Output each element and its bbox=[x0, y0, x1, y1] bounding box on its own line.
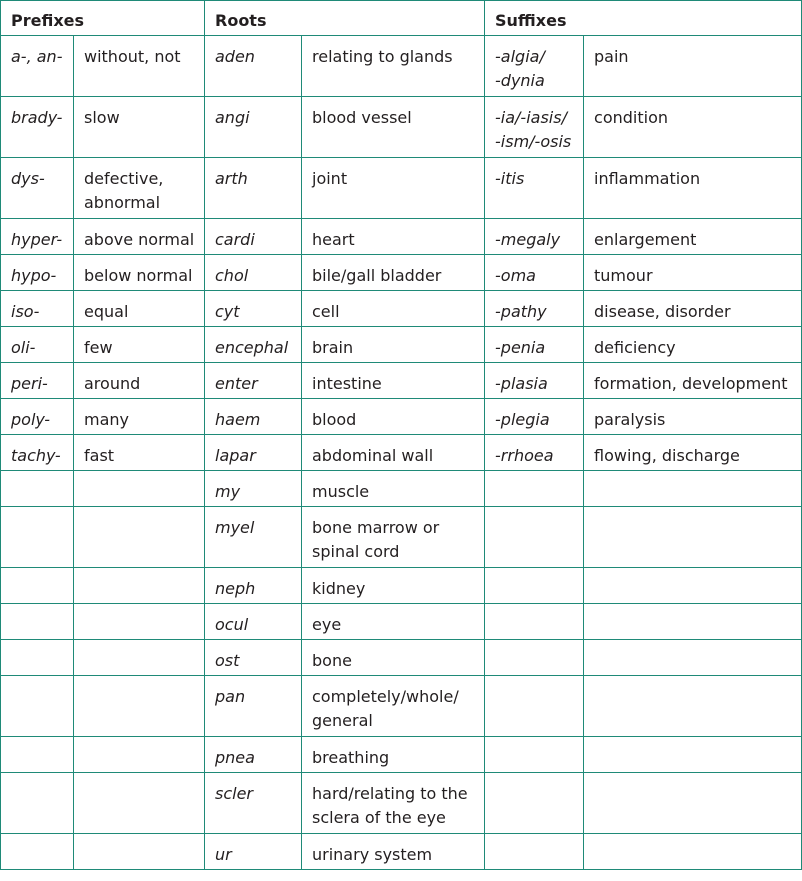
prefix-term: brady- bbox=[1, 97, 74, 158]
root-term: scler bbox=[205, 773, 302, 834]
prefix-meaning: below normal bbox=[74, 255, 205, 291]
root-meaning: bone bbox=[302, 640, 485, 676]
suffix-term bbox=[485, 834, 584, 870]
prefix-term bbox=[1, 507, 74, 568]
prefix-term bbox=[1, 640, 74, 676]
prefix-term: tachy- bbox=[1, 435, 74, 471]
suffix-meaning: paralysis bbox=[584, 399, 802, 435]
table-body bbox=[1, 36, 802, 870]
root-meaning: cell bbox=[302, 291, 485, 327]
suffix-term: -megaly bbox=[485, 219, 584, 255]
suffix-term bbox=[485, 507, 584, 568]
root-term: my bbox=[205, 471, 302, 507]
table-row bbox=[1, 363, 802, 399]
prefix-meaning: equal bbox=[74, 291, 205, 327]
prefix-meaning: without, not bbox=[74, 36, 205, 97]
suffix-term: -oma bbox=[485, 255, 584, 291]
prefix-meaning: few bbox=[74, 327, 205, 363]
prefix-meaning: many bbox=[74, 399, 205, 435]
prefix-term bbox=[1, 471, 74, 507]
suffix-meaning bbox=[584, 737, 802, 773]
prefix-term: dys- bbox=[1, 158, 74, 219]
prefixes-header: Prefixes bbox=[1, 1, 205, 36]
root-term: neph bbox=[205, 568, 302, 604]
table-row bbox=[1, 604, 802, 640]
root-term: pnea bbox=[205, 737, 302, 773]
suffix-meaning bbox=[584, 604, 802, 640]
prefix-meaning: around bbox=[74, 363, 205, 399]
suffix-meaning bbox=[584, 568, 802, 604]
suffix-term bbox=[485, 773, 584, 834]
suffix-term bbox=[485, 471, 584, 507]
suffix-term bbox=[485, 640, 584, 676]
root-meaning: blood bbox=[302, 399, 485, 435]
prefix-term: iso- bbox=[1, 291, 74, 327]
root-meaning: hard/relating to the sclera of the eye bbox=[302, 773, 485, 834]
root-term: ur bbox=[205, 834, 302, 870]
root-term: enter bbox=[205, 363, 302, 399]
table-row bbox=[1, 507, 802, 568]
suffix-meaning bbox=[584, 471, 802, 507]
prefix-term bbox=[1, 676, 74, 737]
suffix-meaning bbox=[584, 676, 802, 737]
root-meaning: heart bbox=[302, 219, 485, 255]
root-meaning: bone marrow or spinal cord bbox=[302, 507, 485, 568]
prefix-meaning: defective, abnormal bbox=[74, 158, 205, 219]
prefix-meaning bbox=[74, 604, 205, 640]
suffix-term: -plegia bbox=[485, 399, 584, 435]
prefix-meaning bbox=[74, 834, 205, 870]
suffix-meaning bbox=[584, 507, 802, 568]
table-row bbox=[1, 737, 802, 773]
suffix-term: -plasia bbox=[485, 363, 584, 399]
prefix-term bbox=[1, 834, 74, 870]
root-term: myel bbox=[205, 507, 302, 568]
root-meaning: kidney bbox=[302, 568, 485, 604]
roots-header: Roots bbox=[205, 1, 485, 36]
suffix-meaning bbox=[584, 834, 802, 870]
prefix-meaning bbox=[74, 507, 205, 568]
root-meaning: eye bbox=[302, 604, 485, 640]
prefix-term bbox=[1, 737, 74, 773]
root-meaning: intestine bbox=[302, 363, 485, 399]
root-term: cardi bbox=[205, 219, 302, 255]
root-term: arth bbox=[205, 158, 302, 219]
prefix-term: hypo- bbox=[1, 255, 74, 291]
suffix-term bbox=[485, 604, 584, 640]
prefix-term: poly- bbox=[1, 399, 74, 435]
root-term: ocul bbox=[205, 604, 302, 640]
root-meaning: urinary system bbox=[302, 834, 485, 870]
prefix-meaning: slow bbox=[74, 97, 205, 158]
prefix-meaning bbox=[74, 471, 205, 507]
table-row bbox=[1, 219, 802, 255]
root-term: ost bbox=[205, 640, 302, 676]
root-term: angi bbox=[205, 97, 302, 158]
suffix-term: -pathy bbox=[485, 291, 584, 327]
suffix-term bbox=[485, 568, 584, 604]
prefix-term bbox=[1, 568, 74, 604]
table-row bbox=[1, 327, 802, 363]
header-row bbox=[1, 1, 802, 36]
root-meaning: muscle bbox=[302, 471, 485, 507]
prefix-meaning bbox=[74, 568, 205, 604]
suffix-meaning: disease, disorder bbox=[584, 291, 802, 327]
root-meaning: brain bbox=[302, 327, 485, 363]
suffix-term: -ia/-iasis/ -ism/-osis bbox=[485, 97, 584, 158]
suffix-meaning: inflammation bbox=[584, 158, 802, 219]
root-term: chol bbox=[205, 255, 302, 291]
table-row bbox=[1, 36, 802, 97]
root-term: pan bbox=[205, 676, 302, 737]
root-meaning: joint bbox=[302, 158, 485, 219]
prefix-term: hyper- bbox=[1, 219, 74, 255]
table-row bbox=[1, 97, 802, 158]
prefix-meaning: fast bbox=[74, 435, 205, 471]
prefix-meaning bbox=[74, 640, 205, 676]
suffix-meaning: formation, development bbox=[584, 363, 802, 399]
root-term: haem bbox=[205, 399, 302, 435]
prefix-term bbox=[1, 604, 74, 640]
suffix-term bbox=[485, 737, 584, 773]
prefix-term: peri- bbox=[1, 363, 74, 399]
prefix-meaning bbox=[74, 773, 205, 834]
prefix-meaning: above normal bbox=[74, 219, 205, 255]
suffix-term bbox=[485, 676, 584, 737]
table-row bbox=[1, 435, 802, 471]
suffix-term: -rrhoea bbox=[485, 435, 584, 471]
suffixes-header: Suffixes bbox=[485, 1, 802, 36]
suffix-meaning: pain bbox=[584, 36, 802, 97]
table-row bbox=[1, 399, 802, 435]
table-row bbox=[1, 471, 802, 507]
suffix-meaning: tumour bbox=[584, 255, 802, 291]
suffix-term: -itis bbox=[485, 158, 584, 219]
suffix-term: -penia bbox=[485, 327, 584, 363]
table-row bbox=[1, 255, 802, 291]
table-row bbox=[1, 568, 802, 604]
suffix-meaning: condition bbox=[584, 97, 802, 158]
table-row bbox=[1, 291, 802, 327]
root-meaning: bile/gall bladder bbox=[302, 255, 485, 291]
root-meaning: blood vessel bbox=[302, 97, 485, 158]
suffix-meaning: enlargement bbox=[584, 219, 802, 255]
prefix-meaning bbox=[74, 737, 205, 773]
suffix-term: -algia/ -dynia bbox=[485, 36, 584, 97]
suffix-meaning: deficiency bbox=[584, 327, 802, 363]
root-meaning: abdominal wall bbox=[302, 435, 485, 471]
root-term: encephal bbox=[205, 327, 302, 363]
prefix-term: oli- bbox=[1, 327, 74, 363]
suffix-meaning bbox=[584, 773, 802, 834]
root-meaning: completely/whole/ general bbox=[302, 676, 485, 737]
table-row bbox=[1, 158, 802, 219]
prefix-meaning bbox=[74, 676, 205, 737]
root-meaning: breathing bbox=[302, 737, 485, 773]
prefix-term bbox=[1, 773, 74, 834]
root-term: aden bbox=[205, 36, 302, 97]
suffix-meaning bbox=[584, 640, 802, 676]
root-term: lapar bbox=[205, 435, 302, 471]
table-row bbox=[1, 676, 802, 737]
table-row bbox=[1, 773, 802, 834]
prefix-term: a-, an- bbox=[1, 36, 74, 97]
suffix-meaning: flowing, discharge bbox=[584, 435, 802, 471]
root-meaning: relating to glands bbox=[302, 36, 485, 97]
root-term: cyt bbox=[205, 291, 302, 327]
table-row bbox=[1, 640, 802, 676]
table-row bbox=[1, 834, 802, 870]
